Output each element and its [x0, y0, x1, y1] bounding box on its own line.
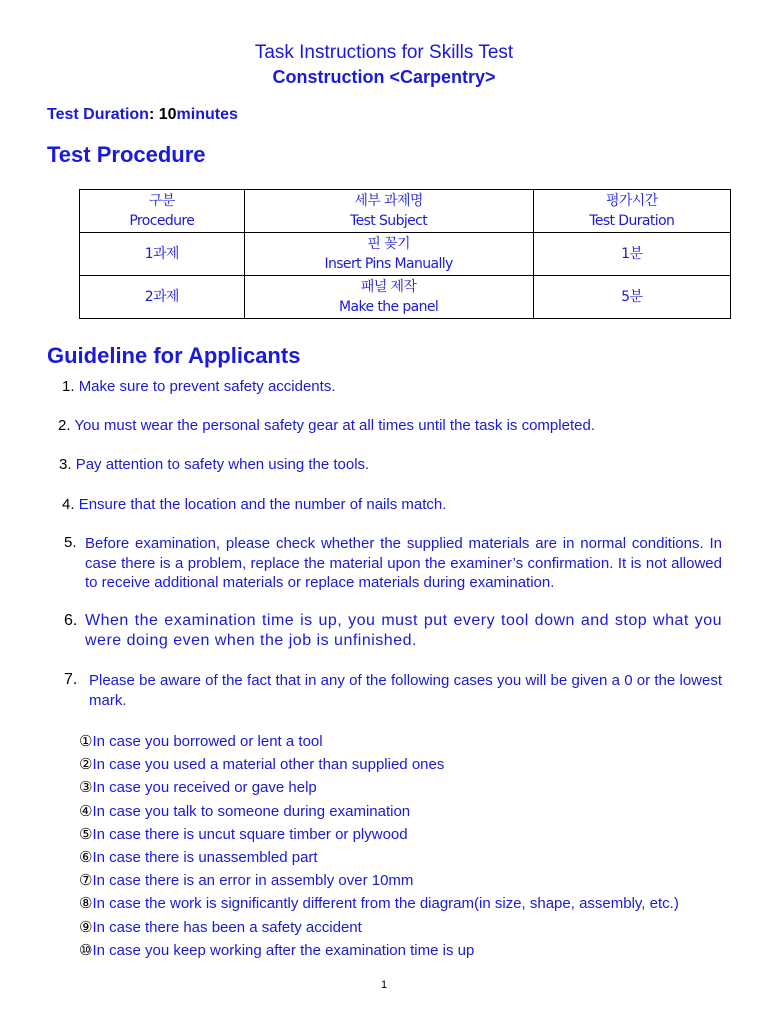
list-item [79, 892, 679, 915]
list-item [79, 800, 679, 823]
guideline-item [62, 377, 335, 396]
case-number: ⑥ [79, 848, 93, 867]
case-text: In case there is uncut square timber or plywood [92, 825, 408, 843]
subject-cell [244, 276, 533, 319]
table-row [80, 276, 731, 319]
header-ko: 평가시간 [605, 193, 658, 209]
guidelines-heading: Guideline for Applicants [47, 343, 301, 368]
list-item [79, 939, 679, 962]
subject-cell [244, 233, 533, 276]
case-text: In case the work is significantly different from the diagram(in size, shape, assembly, etc.) [92, 895, 679, 913]
guideline-number: 6. [64, 612, 78, 629]
list-item [79, 753, 679, 776]
guideline-number: 5. [64, 534, 77, 551]
guideline-number: 4. [62, 496, 75, 513]
case-number: ⑦ [79, 871, 93, 890]
table-header-cell [80, 190, 245, 233]
header-en: Procedure [129, 213, 195, 229]
case-text: In case you borrowed or lent a tool [92, 733, 323, 750]
case-number: ③ [79, 778, 93, 797]
guideline-number: 3. [59, 456, 72, 473]
header-en: Test Subject [350, 213, 428, 229]
guideline-text: Pay attention to safety when using the tools. [75, 456, 370, 473]
document-subtitle: Construction <Carpentry> [272, 67, 496, 87]
case-text: In case you keep working after the examination time is up [92, 941, 475, 959]
case-number: ② [79, 755, 93, 774]
table-header-cell [244, 190, 533, 233]
list-item [79, 730, 679, 753]
guideline-number: 7. [64, 671, 78, 688]
test-duration-label: Test Duration [47, 106, 149, 123]
document-title: Task Instructions for Skills Test [254, 42, 514, 63]
guideline-item [62, 495, 446, 514]
guideline-text: Make sure to prevent safety accidents. [78, 378, 336, 395]
list-item [79, 869, 679, 892]
case-number: ⑨ [79, 917, 93, 936]
guideline-item [59, 455, 369, 474]
subject-ko: 패널 제작 [360, 279, 417, 295]
case-text: In case you received or gave help [92, 779, 317, 797]
guideline-text: When the examination time is up, you must put every tool down and stop what you were doing even when the job is unfinished. [85, 612, 722, 649]
case-number: ④ [79, 801, 93, 820]
time-cell: 5분 [533, 276, 730, 319]
case-text: In case you talk to someone during examination [92, 802, 411, 820]
list-item [79, 916, 679, 939]
test-duration-value: 10 [158, 106, 177, 123]
task-cell: 2과제 [80, 276, 245, 319]
test-procedure-heading: Test Procedure [47, 142, 206, 167]
case-number: ⑤ [79, 824, 93, 843]
table-row [80, 233, 731, 276]
list-item [79, 776, 679, 799]
procedure-table [79, 189, 731, 319]
case-number: ⑩ [79, 940, 93, 959]
guideline-text: Please be aware of the fact that in any of the following cases you will be given a 0 or the lowest mark. [89, 672, 722, 709]
case-text: In case there is unassembled part [92, 849, 318, 867]
test-duration-colon: : [148, 106, 159, 123]
list-item [79, 823, 679, 846]
case-text: In case you used a material other than supplied ones [92, 756, 445, 774]
subject-en: Make the panel [338, 299, 439, 315]
time-cell: 1분 [533, 233, 730, 276]
guideline-number: 2. [58, 417, 71, 434]
test-duration [47, 106, 238, 124]
test-duration-unit: minutes [176, 106, 238, 123]
list-item [79, 846, 679, 869]
task-cell: 1과제 [80, 233, 245, 276]
case-number: ① [79, 732, 93, 750]
guideline-number: 1. [62, 378, 75, 395]
header-ko: 세부 과제명 [354, 193, 423, 209]
table-header-row [80, 190, 731, 233]
header-en: Test Duration [589, 213, 675, 229]
header-ko: 구분 [148, 193, 175, 209]
guideline-text: You must wear the personal safety gear at all times until the task is completed. [74, 417, 595, 434]
failure-cases-list [79, 730, 679, 962]
table-header-cell [533, 190, 730, 233]
page-number: 1 [380, 979, 388, 991]
case-text: In case there has been a safety accident [92, 918, 362, 936]
case-text: In case there is an error in assembly over 10mm [92, 872, 414, 890]
guideline-item [58, 416, 595, 435]
subject-ko: 핀 꽂기 [367, 236, 410, 252]
subject-en: Insert Pins Manually [324, 256, 453, 272]
guideline-text: Ensure that the location and the number of nails match. [78, 496, 447, 513]
guideline-text: Before examination, please check whether the supplied materials are in normal conditions. In case there is a problem, replace the material upon the examiner’s confirmation. It is not allowed to receive additional materials or replace materials during examination. [85, 535, 722, 591]
case-number: ⑧ [79, 894, 93, 913]
